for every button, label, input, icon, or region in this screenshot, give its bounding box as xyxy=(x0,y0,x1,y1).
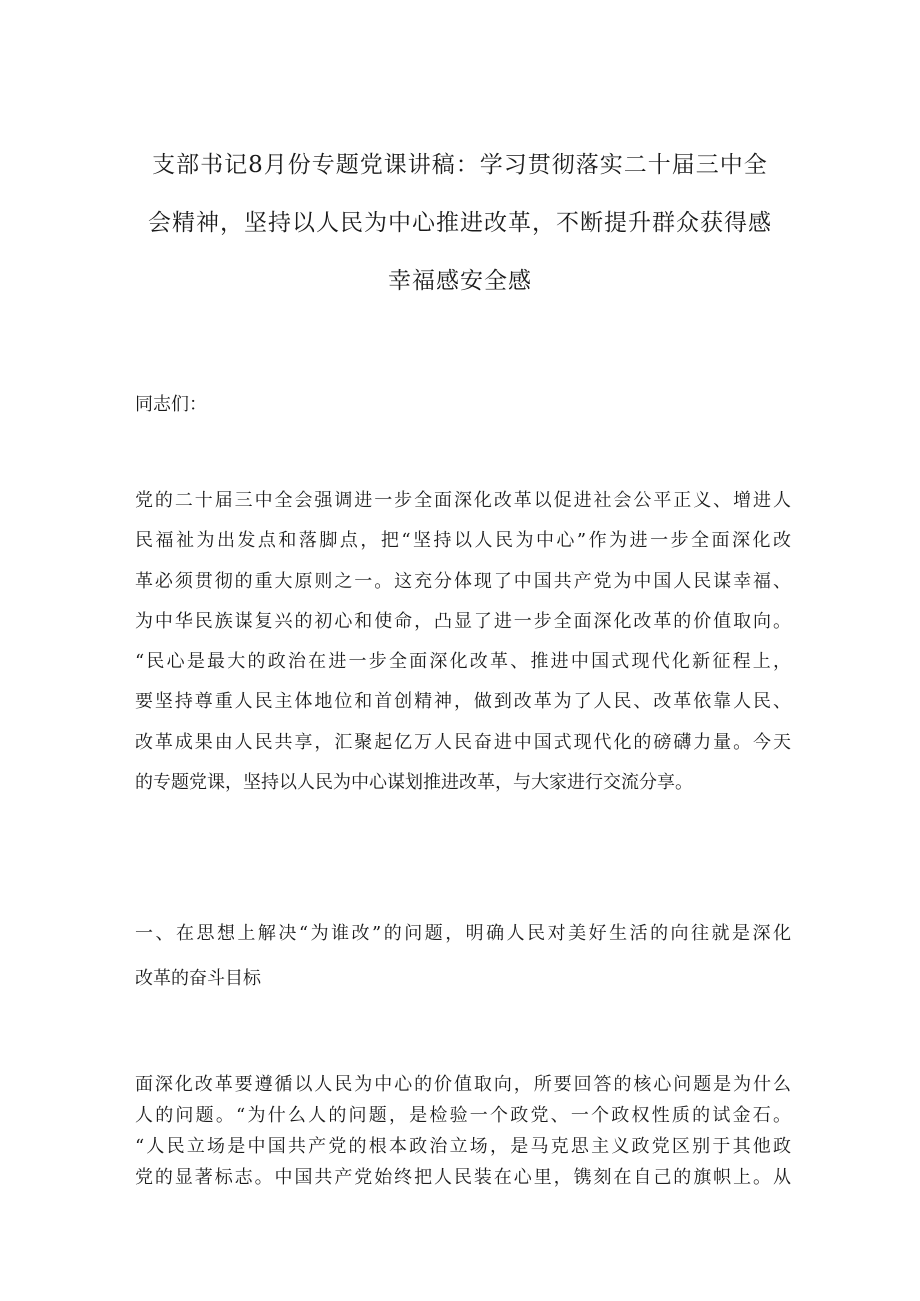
text-line: “民心是最大的政治在进一步全面深化改革、推进中国式现代化新征程上， xyxy=(135,651,791,673)
text-line: 为中华民族谋复兴的初心和使命，凸显了进一步全面深化改革的价值取向。 xyxy=(135,610,791,632)
heading-line: 改革的奋斗目标 xyxy=(135,968,261,989)
text-line: 的专题党课，坚持以人民为中心谋划推进改革，与大家进行交流分享。 xyxy=(135,772,693,794)
text-line: 要坚持尊重人民主体地位和首创精神，做到改革为了人民、改革依靠人民、 xyxy=(135,691,791,713)
text-line: 改革成果由人民共享，汇聚起亿万人民奋进中国式现代化的磅礴力量。今天 xyxy=(135,731,791,753)
title-line: 幸福感安全感 xyxy=(388,268,532,294)
text-line: 革必须贯彻的重大原则之一。这充分体现了中国共产党为中国人民谋幸福、 xyxy=(135,570,791,592)
title-line: 支部书记8月份专题党课讲稿：学习贯彻落实二十届三中全 xyxy=(152,152,768,178)
text-line: 党的显著标志。中国共产党始终把人民装在心里，镌刻在自己的旗帜上。从 xyxy=(135,1167,791,1188)
text-line: 民福祉为出发点和落脚点，把“坚持以人民为中心”作为进一步全面深化改 xyxy=(135,530,791,552)
section-heading xyxy=(135,911,791,1001)
text-line: 面深化改革要遵循以人民为中心的价值取向，所要回答的核心问题是为什么 xyxy=(135,1074,791,1095)
heading-line: 一、在思想上解决“为谁改”的问题，明确人民对美好生活的向往就是深化 xyxy=(135,923,791,944)
text-line: “人民立场是中国共产党的根本政治立场，是马克思主义政党区别于其他政 xyxy=(135,1136,791,1157)
document-title xyxy=(135,136,785,310)
text-line: 党的二十届三中全会强调进一步全面深化改革以促进社会公平正义、增进人 xyxy=(135,490,791,511)
title-line: 会精神，坚持以人民为中心推进改革，不断提升群众获得感 xyxy=(148,210,772,236)
section-body-paragraph xyxy=(135,1069,791,1193)
text-line: 人的问题。“为什么人的问题，是检验一个政党、一个政权性质的试金石。 xyxy=(135,1105,791,1126)
intro-paragraph xyxy=(135,481,791,803)
greeting: 同志们： xyxy=(135,394,207,415)
